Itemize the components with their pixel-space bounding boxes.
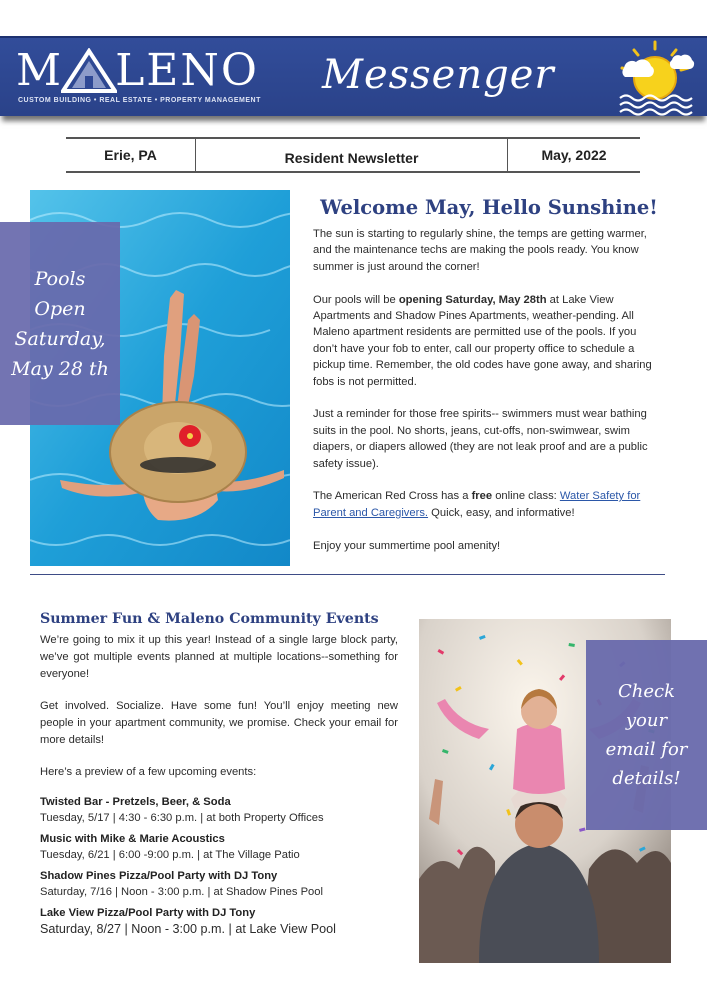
sun-over-water-icon (610, 40, 700, 118)
list-item (40, 906, 400, 938)
issue-date: May, 2022 (541, 147, 607, 163)
list-item (40, 832, 400, 863)
pools-open-text: Pools Open Saturday, May 28 th (11, 267, 109, 380)
welcome-heading: Welcome May, Hello Sunshine! (320, 196, 658, 219)
red-cross-paragraph: The American Red Cross has a free online class: Water Safety for Parent and Caregivers. Quick, easy, and informative! (313, 490, 641, 519)
event-name: Twisted Bar - Pretzels, Beer, & Soda (40, 796, 231, 808)
info-bar (66, 137, 640, 173)
welcome-article (313, 226, 661, 570)
newsletter-title: Messenger (322, 52, 555, 98)
events-paragraph: Get involved. Socialize. Have some fun! You’ll enjoy meeting new people in your apartment community, we promise. Check your email for more details! (40, 700, 398, 746)
event-details: Tuesday, 5/17 | 4:30 - 6:30 p.m. | at both Property Offices (40, 812, 324, 824)
logo-tagline: CUSTOM BUILDING • REAL ESTATE • PROPERTY MANAGEMENT (18, 97, 261, 104)
events-heading: Summer Fun & Maleno Community Events (40, 611, 379, 627)
check-email-callout (586, 640, 707, 830)
event-name: Lake View Pizza/Pool Party with DJ Tony (40, 907, 256, 919)
house-icon (61, 48, 117, 94)
event-list (40, 795, 400, 944)
header-banner (0, 36, 707, 116)
event-name: Music with Mike & Marie Acoustics (40, 833, 225, 845)
events-intro (40, 632, 398, 796)
logo-letter-m: M (16, 45, 64, 96)
city-label: Erie, PA (66, 139, 196, 171)
logo-letters: LENO (115, 45, 259, 96)
events-paragraph: Here’s a preview of a few upcoming events: (40, 766, 257, 778)
list-item (40, 869, 400, 900)
event-name: Shadow Pines Pizza/Pool Party with DJ Tony (40, 870, 278, 882)
event-details: Tuesday, 6/21 | 6:00 -9:00 p.m. | at The Village Patio (40, 849, 300, 861)
list-item (40, 795, 400, 826)
closing-paragraph: Enjoy your summertime pool amenity! (313, 539, 501, 552)
event-details: Saturday, 7/16 | Noon - 3:00 p.m. | at Shadow Pines Pool (40, 886, 323, 898)
water-safety-link[interactable]: Water Safety for Parent and Caregivers. (313, 490, 641, 519)
event-details: Saturday, 8/27 | Noon - 3:00 p.m. | at Lake View Pool (40, 922, 336, 936)
events-paragraph: We’re going to mix it up this year! Instead of a single large block party, we’ve got multiple events planned at multiple locations--something for everyone! (40, 634, 398, 680)
section-divider (30, 574, 665, 575)
swimwear-paragraph: Just a reminder for those free spirits-- swimmers must wear bathing suits in the pool. No shorts, jeans, cut-offs, non-swimwear, swim diapers, or diapers allowed (they are not leak proof and are a public safety issue). (313, 408, 648, 470)
pools-open-callout (0, 222, 120, 425)
welcome-paragraph: The sun is starting to regularly shine, the temps are getting warmer, and the maintenance techs are making the pools ready. You know summer is just around the corner! (313, 228, 647, 273)
newsletter-label: Resident Newsletter (196, 139, 508, 171)
check-email-text: Check your email for details! (605, 681, 688, 789)
maleno-logo (16, 45, 259, 96)
pool-opening-paragraph: Our pools will be opening Saturday, May 28th at Lake View Apartments and Shadow Pines Apartments, weather-pending. All Maleno apartment residents are permitted use of the pools. If you don’t have your fob to enter, call our property office to schedule a pickup time. Remember, the old codes have gone away, and sharing fobs is not permitted. (313, 293, 652, 388)
